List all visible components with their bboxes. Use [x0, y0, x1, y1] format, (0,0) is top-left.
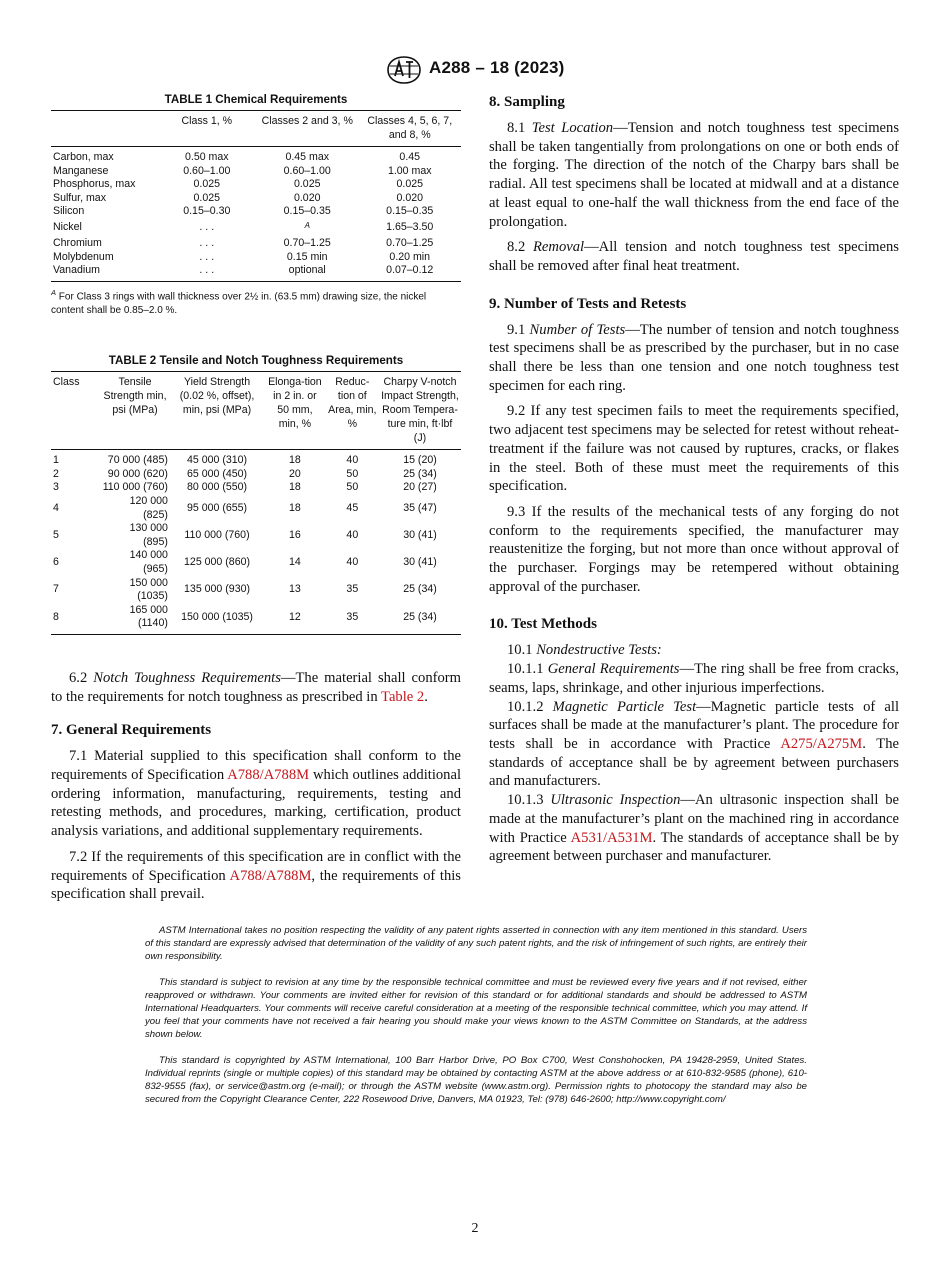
table-cell: 45: [346, 501, 359, 514]
table-cell: 0.020: [293, 191, 321, 204]
table-cell: 150 000 (1035): [170, 604, 264, 635]
table-cell: 0.025: [193, 191, 221, 204]
table-cell: 45 000 (310): [186, 454, 248, 467]
astm-logo-icon: [386, 56, 422, 84]
table-cell: 140 000 (965): [129, 549, 168, 575]
paragraph-text: . The standards of acceptance shall be by agreement between purchaser and manufacturer.: [489, 829, 899, 865]
table-cell: Chromium: [53, 237, 102, 250]
table-cell: 110 000 (760): [102, 481, 168, 494]
table-cell: 15 (20): [403, 454, 437, 467]
table-row: [51, 205, 461, 219]
table-cell: 40: [346, 528, 359, 541]
table-cell: Phosphorus, max: [53, 178, 136, 191]
table-1-caption: TABLE 1 Chemical Requirements: [164, 93, 348, 106]
column-header: Charpy V-notch Impact Strength, Room Tempera-ture min, ft·lbf (J): [379, 372, 461, 450]
paragraph-10-1-2: [489, 698, 899, 792]
table-cell: 0.20 min: [389, 250, 431, 263]
table-2: [51, 354, 461, 635]
paragraph-text: . The standards of acceptance shall be by agreement between purchasers and manufacturers.: [489, 735, 899, 790]
section-8-heading: 8. Sampling: [489, 94, 565, 110]
paragraph-number: 10.1: [507, 642, 533, 659]
table-cell: 18: [289, 481, 301, 494]
column-header: Reduc-tion of Area, min, %: [326, 372, 379, 450]
table-cell: 0.15–0.35: [283, 205, 331, 218]
table-cell: . . .: [158, 264, 256, 281]
paragraph-text: 7.2 If the requirements of this specification are in conflict with the requirements of Specification: [51, 848, 461, 884]
table-cell: 1: [53, 454, 59, 467]
table-cell: 40: [346, 454, 359, 467]
paragraph-text: —All tension and notch toughness test specimens shall be removed after final heat treatment.: [489, 239, 899, 274]
paragraph-number: 8.2: [507, 239, 526, 256]
table-header-row: [51, 372, 461, 450]
paragraph-7-2: [51, 848, 461, 904]
a531-link[interactable]: A531/A531M: [570, 829, 653, 846]
table-cell: 0.70–1.25: [283, 237, 331, 250]
table-row: [51, 604, 461, 635]
table-cell: 25 (34): [403, 583, 437, 596]
paragraph-text: , the requirements of this specification shall prevail.: [51, 867, 461, 903]
paragraph-title: Test Location: [531, 120, 614, 136]
table-cell: Sulfur, max: [53, 191, 106, 204]
table-cell: 65 000 (450): [186, 467, 248, 480]
table-cell: . . .: [199, 250, 215, 263]
column-header: Elonga-tion in 2 in. or 50 mm, min, %: [264, 372, 326, 450]
table-cell: . . .: [199, 221, 215, 234]
paragraph-number: 10.1.1: [507, 661, 544, 678]
table-cell: . . .: [199, 237, 215, 250]
table-row: [51, 165, 461, 179]
paragraph-10-1: [489, 641, 899, 660]
tensile-requirements-table: [51, 371, 461, 635]
table-cell: 95 000 (655): [186, 501, 248, 514]
table-cell: 0.60–1.00: [283, 164, 331, 177]
paragraph-title: Removal: [533, 239, 585, 256]
table-cell: 0.15–0.35: [386, 205, 434, 218]
section-9-heading: 9. Number of Tests and Retests: [489, 295, 687, 312]
table-cell: 14: [289, 556, 301, 569]
table-cell: 40: [346, 556, 359, 569]
table-row: [51, 237, 461, 251]
table-cell: 30 (41): [403, 528, 437, 541]
table-row: [51, 468, 461, 482]
table-row: [51, 522, 461, 549]
paragraph-number: 10.1.2: [507, 698, 544, 715]
a275-link[interactable]: A275/A275M: [780, 735, 863, 752]
table-cell: 90 000 (620): [107, 467, 168, 480]
table-cell: 7: [53, 583, 59, 596]
table-cell: Silicon: [53, 205, 85, 218]
table-row: [51, 178, 461, 192]
paragraph-text: —The number of tension and notch toughness test specimens shall be as prescribed by the purchaser, but in no case shall there be less than one tension and one notch toughness test specimen for each ring.: [489, 321, 899, 394]
table-cell: 165 000 (1140): [100, 604, 170, 635]
table-row: [51, 577, 461, 604]
a788-link[interactable]: A788/A788M: [229, 867, 312, 884]
paragraph-7-1: [51, 747, 461, 841]
column-header: Tensile Strength min, psi (MPa): [100, 372, 170, 450]
table-cell: 0.15–0.30: [183, 205, 231, 218]
footnote-marker: A: [51, 287, 57, 297]
paragraph-text: —The ring shall be free from cracks, seams, laps, shrinkage, and other injurious imperfections.: [489, 661, 899, 696]
column-header: Class 1, %: [158, 111, 256, 147]
table-row: [51, 251, 461, 265]
table-cell: 35: [326, 604, 379, 635]
table-cell: 0.07–0.12: [358, 264, 461, 281]
table-cell: 18: [289, 501, 301, 514]
patent-notice: ASTM International takes no position respecting the validity of any patent rights asserted in connection with any item mentioned in this standard. Users of this standard are expressly advised that determination of the validity of any such patent rights, and the risk of infringement of such rights, are entirely their own responsibility.: [145, 925, 807, 962]
table-cell: 0.15 min: [286, 250, 328, 263]
paragraph-title: Nondestructive Tests:: [536, 642, 662, 659]
table-cell: 0.70–1.25: [386, 237, 434, 250]
table-row: [51, 481, 461, 495]
column-header: Yield Strength (0.02 %, offset), min, psi (MPa): [170, 372, 264, 450]
table-cell: [256, 219, 359, 237]
table-row: [51, 495, 461, 522]
table-cell: 125 000 (860): [184, 556, 250, 569]
column-header: [51, 111, 158, 147]
paragraph-number: 10.1.3: [507, 792, 544, 809]
paragraph-text: which outlines additional ordering information, manufacturing, requirements, testing and retesting methods, and procedures, marking, certification, product analysis variations, and additional supplementary requirements.: [51, 767, 461, 840]
column-header: Classes 2 and 3, %: [256, 111, 359, 147]
table-cell: 5: [53, 528, 59, 541]
table-cell: 12: [264, 604, 326, 635]
table-cell: 4: [53, 501, 59, 514]
paragraph-number: 9.1: [507, 321, 526, 338]
table-cell: 25 (34): [403, 467, 437, 480]
table-header-row: [51, 111, 461, 147]
table-1: [51, 93, 461, 318]
table-2-link[interactable]: Table 2: [381, 688, 425, 705]
table-cell: 35 (47): [403, 501, 437, 514]
table-cell: 150 000 (1035): [129, 576, 168, 603]
table-row: [51, 219, 461, 237]
paragraph-title: Notch Toughness Requirements: [93, 669, 281, 686]
table-cell: Nickel: [53, 221, 82, 234]
paragraph-text: —An ultrasonic inspection shall be made at the manufacturer’s plant on the machined ring in accordance with Practice: [489, 792, 899, 846]
table-cell: Carbon, max: [53, 151, 114, 163]
table-cell: 0.025: [396, 178, 423, 191]
paragraph-10-1-3: [489, 791, 899, 866]
table-1-footnote: [51, 286, 461, 318]
table-row: [51, 147, 461, 165]
paragraph-9-2: 9.2 If any test specimen fails to meet the requirements specified, two adjacent test specimens may be selected for retest without reheat-treatment if the failure was not caused by ruptures, cracks, or flakes in the steel. Both of these must meet the requirements of this specification.: [489, 403, 899, 495]
paragraph-title: Number of Tests: [529, 321, 626, 338]
table-cell: Manganese: [53, 164, 109, 177]
paragraph-9-3: 9.3 If the results of the mechanical tests of any forging do not conform to the requirements specified, the manufacturer may reaustenitize the forging, but not more than once without approval of the purchaser. Forgings may be retempered without obtaining approval of the purchaser.: [489, 503, 899, 595]
paragraph-text: —Tension and notch toughness test specimens shall be taken tangentially from prolongations on one or both ends of the forging. The direction of the notch of the Charpy bars shall be radial. All test specimens shall be located at midwall and at a distance at least equal to one-half the wall thickness from the end face of the prolongation.: [489, 120, 899, 230]
table-cell: 18: [289, 454, 301, 467]
legal-footer: [145, 924, 807, 1119]
table-cell: 1.00 max: [387, 164, 432, 177]
table-cell: 3: [53, 481, 59, 494]
revision-notice: This standard is subject to revision at any time by the responsible technical committee and must be reviewed every five years and if not revised, either reapproved or withdrawn. Your comments are invited either for revision of this standard or for additional standards and should be addressed to ASTM International Headquarters. Your comments will receive careful consideration at a meeting of the responsible technical committee, which you may attend. If you feel that your comments have not received a fair hearing you should make your views known to the ASTM Committee on Standards, at the address shown below.: [145, 977, 807, 1040]
table-cell: 50: [346, 467, 359, 480]
paragraph-text: —The material shall conform to the requirements for notch toughness as prescribed in: [51, 669, 461, 705]
paragraph-title: Ultrasonic Inspection: [550, 792, 681, 809]
table-cell: 0.45 max: [285, 151, 330, 163]
column-header: Classes 4, 5, 6, 7, and 8, %: [358, 111, 461, 147]
table-cell: 0.45: [399, 151, 421, 163]
paragraph-10-1-1: [489, 660, 899, 697]
table-cell: 25 (34): [379, 604, 461, 635]
footnote-marker: A: [304, 220, 310, 230]
table-cell: 135 000 (930): [184, 583, 250, 596]
paragraph-text: 7.1 Material supplied to this specification shall conform to the requirements of Specification: [51, 748, 461, 784]
table-cell: 6: [53, 556, 59, 569]
page-number: 2: [471, 1221, 479, 1236]
a788-link[interactable]: A788/A788M: [227, 767, 310, 784]
section-7-heading: 7. General Requirements: [51, 722, 212, 739]
table-cell: 50: [346, 481, 359, 494]
table-cell: 0.025: [293, 178, 321, 191]
table-cell: 70 000 (485): [107, 454, 168, 467]
table-cell: 2: [53, 467, 59, 480]
column-header: Class: [51, 372, 100, 450]
table-row: [51, 264, 461, 281]
table-cell: 130 000 (895): [129, 522, 168, 548]
table-cell: 30 (41): [403, 556, 437, 569]
paragraph-8-2: [489, 238, 899, 275]
table-cell: 0.025: [193, 178, 221, 191]
paragraph-number: 8.1: [507, 120, 526, 136]
table-cell: optional: [256, 264, 359, 281]
paragraph-title: General Requirements: [547, 661, 680, 678]
table-row: [51, 549, 461, 576]
table-cell: 80 000 (550): [186, 481, 248, 494]
table-row: [51, 450, 461, 468]
paragraph-9-1: [489, 321, 899, 396]
table-cell: 20 (27): [403, 481, 437, 494]
table-cell: 1.65–3.50: [386, 221, 434, 234]
chemical-requirements-table: [51, 110, 461, 282]
footnote-text: For Class 3 rings with wall thickness over 2½ in. (63.5 mm) drawing size, the nickel content shall be 0.85–2.0 %.: [51, 291, 427, 317]
table-cell: 13: [289, 583, 301, 596]
paragraph-8-1: [489, 119, 899, 231]
copyright-notice: This standard is copyrighted by ASTM International, 100 Barr Harbor Drive, PO Box C700, West Conshohocken, PA 19428-2959, United States. Individual reprints (single or multiple copies) of this standard may be obtained by contacting ASTM at the above address or at 610-832-9585 (phone), 610-832-9555 (fax), or service@astm.org (e-mail); or through the ASTM website (www.astm.org). Permission rights to photocopy the standard may also be secured from the Copyright Clearance Center, 222 Rosewood Drive, Danvers, MA 01923, Tel: (978) 646-2600; http://www.copyright.com/: [145, 1055, 807, 1105]
paragraph-title: Magnetic Particle Test: [552, 698, 697, 715]
table-cell: 16: [289, 528, 301, 541]
paragraph-text: .: [424, 688, 428, 705]
table-cell: 35: [346, 583, 359, 596]
table-cell: 0.020: [396, 191, 423, 204]
table-cell: 110 000 (760): [184, 528, 250, 541]
table-2-caption: TABLE 2 Tensile and Notch Toughness Requirements: [108, 354, 404, 368]
table-cell: 120 000 (825): [129, 494, 168, 521]
paragraph-6-2: [51, 669, 461, 706]
table-cell: Vanadium: [51, 264, 158, 281]
page-header: [0, 56, 950, 84]
table-cell: 8: [51, 604, 100, 635]
table-cell: Molybdenum: [53, 250, 114, 263]
document-designation: A288 – 18 (2023): [429, 58, 565, 77]
table-cell: 0.60–1.00: [183, 164, 231, 177]
table-row: [51, 192, 461, 206]
paragraph-number: 6.2: [69, 669, 88, 686]
table-cell: 0.50 max: [185, 151, 229, 163]
paragraph-text: —Magnetic particle tests of all surfaces shall be made at the manufacturer’s plant. The procedure for tests shall be in accordance with Practice: [489, 698, 899, 752]
table-cell: 20: [289, 467, 301, 480]
section-10-heading: 10. Test Methods: [489, 616, 597, 633]
